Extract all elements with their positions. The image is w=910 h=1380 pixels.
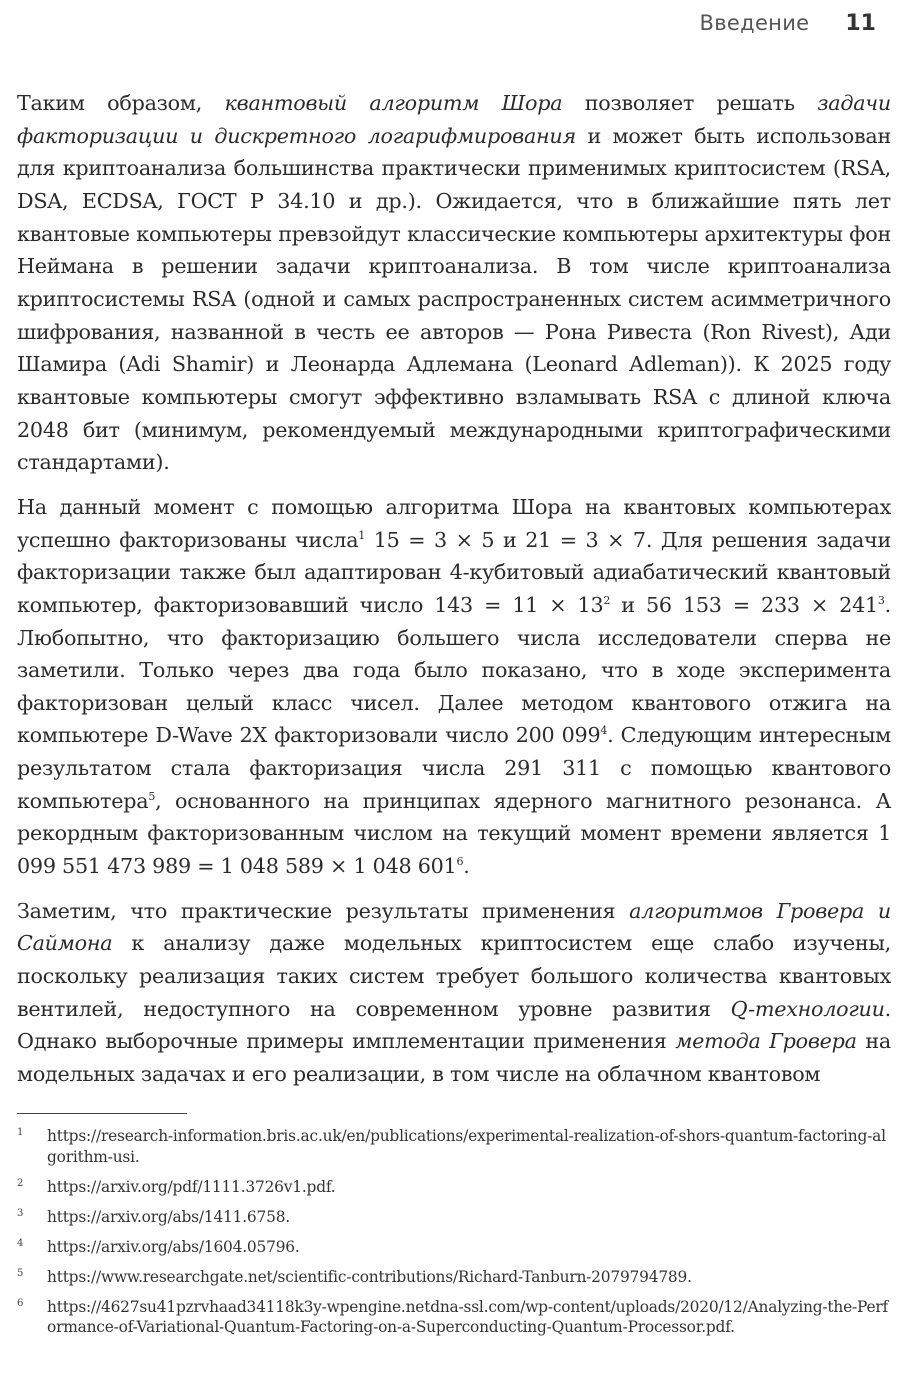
footnotes [17, 1126, 891, 1347]
footnote-link[interactable]: https://research-information.bris.ac.uk/en/publications/experimental-realization-of-shors-quantum-factoring-algorithm-usi. [47, 1127, 886, 1166]
text-run: . [463, 854, 470, 879]
footnote-number: 6 [17, 1297, 24, 1309]
text-run: Заметим, что практические результаты применения [17, 898, 630, 923]
text-run: . Следующим интересным результатом стала факторизация числа 291 311 с помощью квантового компьютера [17, 723, 891, 813]
text-run: на модельных задачах и его реализации, в том числе на облачном квантовом [17, 1029, 891, 1087]
footnote-3 [17, 1207, 891, 1228]
text-run: . Любопытно, что факторизацию большего числа исследователи сперва не заметили. Только через два года было показано, что в ходе эксперимента факторизован целый класс чисел. Далее методом квантового отжига на компьютере D-Wave 2X факторизовали число 200 099 [17, 592, 891, 748]
footnote-number: 4 [17, 1237, 24, 1249]
footnote-number: 1 [17, 1127, 24, 1138]
footnote-ref-4: 4 [600, 724, 608, 738]
footnote-link[interactable]: https://4627su41pzrvhaad34118k3y-wpengine.netdna-ssl.com/wp-content/uploads/2020/12/Analyzing-the-Performance-of-Variational-Quantum-Factoring-on-a-Superconducting-Quantum-Processor.pdf. [47, 1297, 889, 1336]
footnote-link[interactable]: https://arxiv.org/abs/1604.05796. [47, 1237, 300, 1256]
paragraph-1 [17, 87, 891, 479]
text-run: . Однако выборочные примеры имплементации применения [17, 996, 891, 1054]
footnote-number: 2 [17, 1177, 24, 1189]
footnote-ref-2: 2 [603, 593, 611, 607]
text-run: к анализу даже модельных криптосистем еще слабо изучены, поскольку реализация таких систем требует большого количества квантовых вентилей, недоступного на современном уровне развития [17, 931, 891, 1021]
text-run: и 56 153 = 233 × 241 [610, 592, 878, 617]
text-run: , основанного на принципах ядерного магнитного резонанса. А рекордным факторизованным числом на текущий момент времени является 1 099 551 473 989 = 1 048 589 × 1 048 601 [17, 788, 891, 879]
footnote-ref-3: 3 [877, 593, 885, 607]
emphasis-grover-simon: алгоритмов Гровера и Саймона [17, 898, 891, 956]
running-head [0, 8, 876, 38]
footnote-4 [17, 1237, 891, 1258]
paragraph-3 [17, 895, 891, 1091]
footnote-link[interactable]: https://arxiv.org/abs/1411.6758. [47, 1207, 290, 1226]
paragraph-2 [17, 491, 891, 883]
footnote-ref-6: 6 [456, 855, 464, 869]
footnote-divider [17, 1113, 187, 1114]
footnote-2 [17, 1177, 891, 1198]
emphasis-grover-method: метода Гровера [675, 1029, 857, 1054]
footnote-number: 3 [17, 1207, 24, 1219]
text-run: и может быть использован для криптоанализа большинства практически применимых криптосистем (RSA, DSA, ECDSA, ГОСТ Р 34.10 и др.). Ожидается, что в ближайшие пять лет квантовые компьютеры превзойдут классические компьютеры архитектуры фон Неймана в решении задачи криптоанализа. В том числе криптоанализа криптосистемы RSA (одной и самых распространенных систем асимметричного шифрования, названной в честь ее авторов — Рона Ривеста (Ron Rivest), Ади Шамира (Adi Shamir) и Леонарда Адлемана (Leonard Adleman)). К 2025 году квантовые компьютеры смогут эффективно взламывать RSA с длиной ключа 2048 бит (минимум, рекомендуемый международными криптографическими стандартами). [17, 123, 892, 475]
footnote-5 [17, 1267, 891, 1288]
footnote-link[interactable]: https://arxiv.org/pdf/1111.3726v1.pdf. [47, 1177, 336, 1196]
text-run: На данный момент с помощью алгоритма Шора на квантовых компьютерах успешно факторизованы числа [17, 494, 891, 552]
section-title: Введение [699, 11, 810, 35]
body-text [17, 87, 891, 1091]
emphasis-shor-algorithm: квантовый алгоритм Шора [224, 91, 563, 115]
emphasis-factorization-tasks: задачи факторизации и дискретного логарифмирования [17, 91, 891, 148]
footnote-ref-1: 1 [358, 528, 366, 542]
footnote-6 [17, 1297, 891, 1338]
page-number: 11 [845, 10, 876, 36]
footnote-number: 5 [17, 1267, 24, 1279]
footnote-1 [17, 1126, 891, 1167]
footnote-ref-5: 5 [148, 789, 156, 803]
text-run: позволяет решать [562, 91, 818, 115]
footnote-link[interactable]: https://www.researchgate.net/scientific-contributions/Richard-Tanburn-2079794789. [47, 1267, 692, 1286]
text-run: 15 = 3 × 5 и 21 = 3 × 7. Для решения задачи факторизации также был адаптирован 4-кубитовый адиабатический квантовый компьютер, факторизовавший число 143 = 11 × 13 [17, 527, 891, 617]
emphasis-q-technology: Q-технологии [730, 996, 885, 1021]
text-run: Таким образом, [17, 91, 225, 115]
